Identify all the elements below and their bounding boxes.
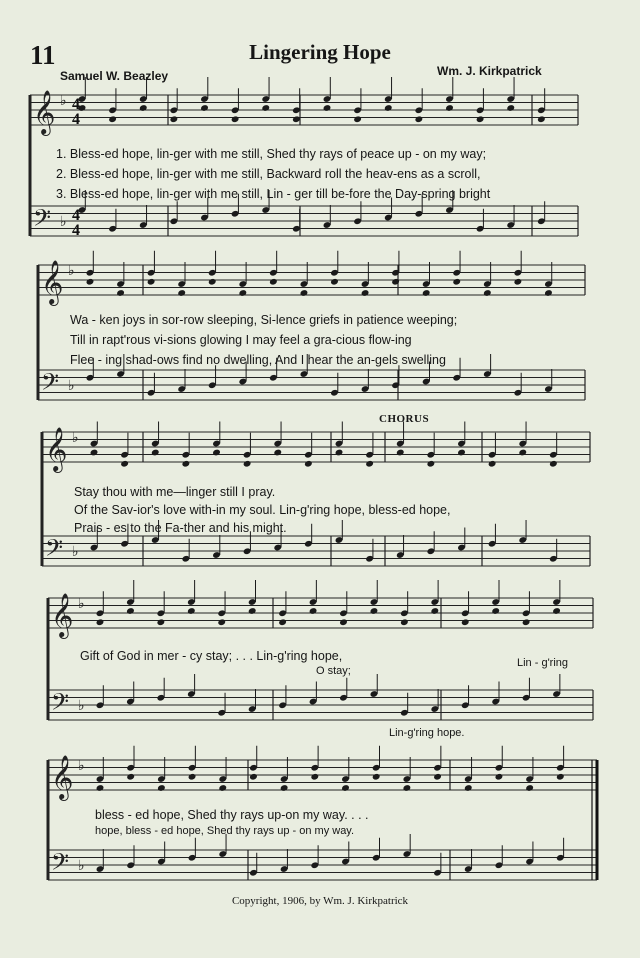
lyric-verse-2-line-1: 2. Bless-ed hope, lin-ger with me still, Backward roll the heav-ens as a scroll, bbox=[56, 167, 481, 181]
note-head bbox=[157, 618, 166, 626]
treble-time-signature-bottom: 4 bbox=[72, 111, 80, 128]
bass-time-signature-bottom: 4 bbox=[72, 222, 80, 239]
lyric-verse-3-line-3: Prais - es to the Fa-ther and his might. bbox=[74, 521, 287, 535]
note-head bbox=[335, 449, 344, 457]
note-head bbox=[491, 607, 500, 615]
note-head bbox=[514, 278, 523, 286]
note-head bbox=[212, 449, 221, 457]
note-head bbox=[278, 618, 287, 626]
note-head bbox=[126, 773, 135, 781]
note-head bbox=[139, 104, 148, 112]
flat-sign-icon: ♭ bbox=[78, 858, 85, 874]
note-head bbox=[445, 104, 454, 112]
note-head bbox=[537, 115, 546, 123]
lyric-verse-3-line-1: 3. Bless-ed hope, lin-ger with me still, Lin - ger till be-fore the Day-spring bright bbox=[56, 187, 491, 201]
note-head bbox=[525, 784, 534, 792]
note-head bbox=[433, 773, 442, 781]
note-head bbox=[126, 607, 135, 615]
note-head bbox=[483, 289, 492, 297]
note-head bbox=[120, 460, 129, 468]
bass-clef-icon: 𝄢 bbox=[33, 204, 52, 237]
note-head bbox=[300, 289, 309, 297]
note-head bbox=[330, 278, 339, 286]
note-head bbox=[147, 278, 156, 286]
lyric-verse-2-line-2: Till in rapt'rous vi-sions glowing I may feel a gra-cious flow-ing bbox=[70, 333, 412, 347]
echo-line-5: hope, bless - ed hope, Shed thy rays up - on my way. bbox=[95, 825, 355, 837]
treble-clef-icon: 𝄞 bbox=[51, 755, 74, 799]
flat-sign-icon: ♭ bbox=[78, 758, 85, 774]
note-head bbox=[108, 115, 117, 123]
note-head bbox=[461, 618, 470, 626]
treble-clef-icon: 𝄞 bbox=[51, 593, 74, 637]
note-head bbox=[304, 460, 313, 468]
note-head bbox=[391, 278, 400, 286]
note-head bbox=[552, 607, 561, 615]
note-head bbox=[495, 773, 504, 781]
note-head bbox=[341, 784, 350, 792]
bass-clef-icon: 𝄢 bbox=[41, 368, 60, 401]
hymn-number: 11 bbox=[30, 40, 56, 70]
note-head bbox=[549, 460, 558, 468]
note-head bbox=[339, 618, 348, 626]
note-head bbox=[365, 460, 374, 468]
note-head bbox=[280, 784, 289, 792]
hymn-author: Samuel W. Beazley bbox=[60, 69, 169, 83]
note-head bbox=[309, 607, 318, 615]
lyric-verse-2-line-3: Of the Sav-ior's love with-in my soul. Lin-g'ring hope, bless-ed hope, bbox=[74, 503, 451, 517]
note-head bbox=[188, 773, 197, 781]
lyric-line-4: Gift of God in mer - cy stay; . . . Lin-g'ring hope, bbox=[80, 649, 343, 663]
note-head bbox=[488, 460, 497, 468]
note-head bbox=[372, 773, 381, 781]
echo-lingring: Lin - g'ring bbox=[517, 657, 569, 669]
note-head bbox=[403, 784, 412, 792]
note-head bbox=[427, 460, 436, 468]
treble-clef-icon: 𝄞 bbox=[33, 90, 56, 134]
flat-sign-icon: ♭ bbox=[72, 544, 79, 560]
flat-sign-icon: ♭ bbox=[78, 698, 85, 714]
note-head bbox=[506, 104, 515, 112]
lyric-verse-1-line-1: 1. Bless-ed hope, lin-ger with me still, Shed thy rays of peace up - on my way; bbox=[56, 147, 487, 161]
lyric-verse-1-line-3: Stay thou with me—linger still I pray. bbox=[74, 485, 276, 499]
note-head bbox=[157, 784, 166, 792]
note-head bbox=[261, 104, 270, 112]
flat-sign-icon: ♭ bbox=[68, 263, 75, 279]
flat-sign-icon: ♭ bbox=[60, 93, 67, 109]
note-head bbox=[248, 607, 257, 615]
echo-lingring-hope: Lin-g'ring hope. bbox=[389, 727, 465, 739]
flat-sign-icon: ♭ bbox=[78, 596, 85, 612]
note-head bbox=[273, 449, 282, 457]
bass-clef-icon: 𝄢 bbox=[51, 688, 70, 721]
treble-time-signature-top: 4 bbox=[72, 96, 80, 113]
bass-clef-icon: 𝄢 bbox=[51, 848, 70, 881]
note-head bbox=[231, 115, 240, 123]
lyric-line-5: bless - ed hope, Shed thy rays up-on my way. . . . bbox=[95, 808, 369, 822]
note-head bbox=[464, 784, 473, 792]
note-head bbox=[310, 773, 319, 781]
note-head bbox=[218, 784, 227, 792]
note-head bbox=[476, 115, 485, 123]
note-head bbox=[384, 104, 393, 112]
note-head bbox=[430, 607, 439, 615]
note-head bbox=[457, 449, 466, 457]
flat-sign-icon: ♭ bbox=[60, 214, 67, 230]
note-head bbox=[217, 618, 226, 626]
note-head bbox=[400, 618, 409, 626]
note-head bbox=[422, 289, 431, 297]
note-head bbox=[323, 104, 332, 112]
note-head bbox=[151, 449, 160, 457]
note-head bbox=[361, 289, 370, 297]
note-head bbox=[353, 115, 362, 123]
note-head bbox=[396, 449, 405, 457]
note-head bbox=[208, 278, 217, 286]
note-head bbox=[187, 607, 196, 615]
lyric-verse-3-line-2: Flee - ing shad-ows find no dwelling, And I hear the an-gels swelling bbox=[70, 353, 446, 367]
note-head bbox=[518, 449, 527, 457]
chorus-label: CHORUS bbox=[379, 413, 430, 425]
note-head bbox=[238, 289, 247, 297]
note-head bbox=[96, 618, 105, 626]
bass-clef-icon: 𝄢 bbox=[45, 534, 64, 567]
flat-sign-icon: ♭ bbox=[72, 430, 79, 446]
note-head bbox=[452, 278, 461, 286]
note-head bbox=[177, 289, 186, 297]
lyric-verse-1-line-2: Wa - ken joys in sor-row sleeping, Si-lence griefs in patience weeping; bbox=[70, 313, 458, 327]
note-head bbox=[249, 773, 258, 781]
note-head bbox=[415, 115, 424, 123]
note-head bbox=[182, 460, 191, 468]
note-head bbox=[544, 289, 553, 297]
note-head bbox=[96, 784, 105, 792]
note-head bbox=[170, 115, 179, 123]
note-head bbox=[90, 449, 99, 457]
note-head bbox=[86, 278, 95, 286]
bass-time-signature-top: 4 bbox=[72, 207, 80, 224]
hymn-title: Lingering Hope bbox=[249, 40, 391, 64]
treble-clef-icon: 𝄞 bbox=[41, 260, 64, 304]
note-head bbox=[116, 289, 125, 297]
echo-o-stay: O stay; bbox=[316, 665, 351, 677]
hymn-composer: Wm. J. Kirkpatrick bbox=[437, 64, 542, 78]
note-head bbox=[522, 618, 531, 626]
flat-sign-icon: ♭ bbox=[68, 378, 75, 394]
note-head bbox=[243, 460, 252, 468]
note-head bbox=[200, 104, 209, 112]
note-head bbox=[370, 607, 379, 615]
treble-clef-icon: 𝄞 bbox=[45, 427, 68, 471]
copyright: Copyright, 1906, by Wm. J. Kirkpatrick bbox=[231, 895, 409, 907]
note-head bbox=[269, 278, 278, 286]
note-head bbox=[556, 773, 565, 781]
